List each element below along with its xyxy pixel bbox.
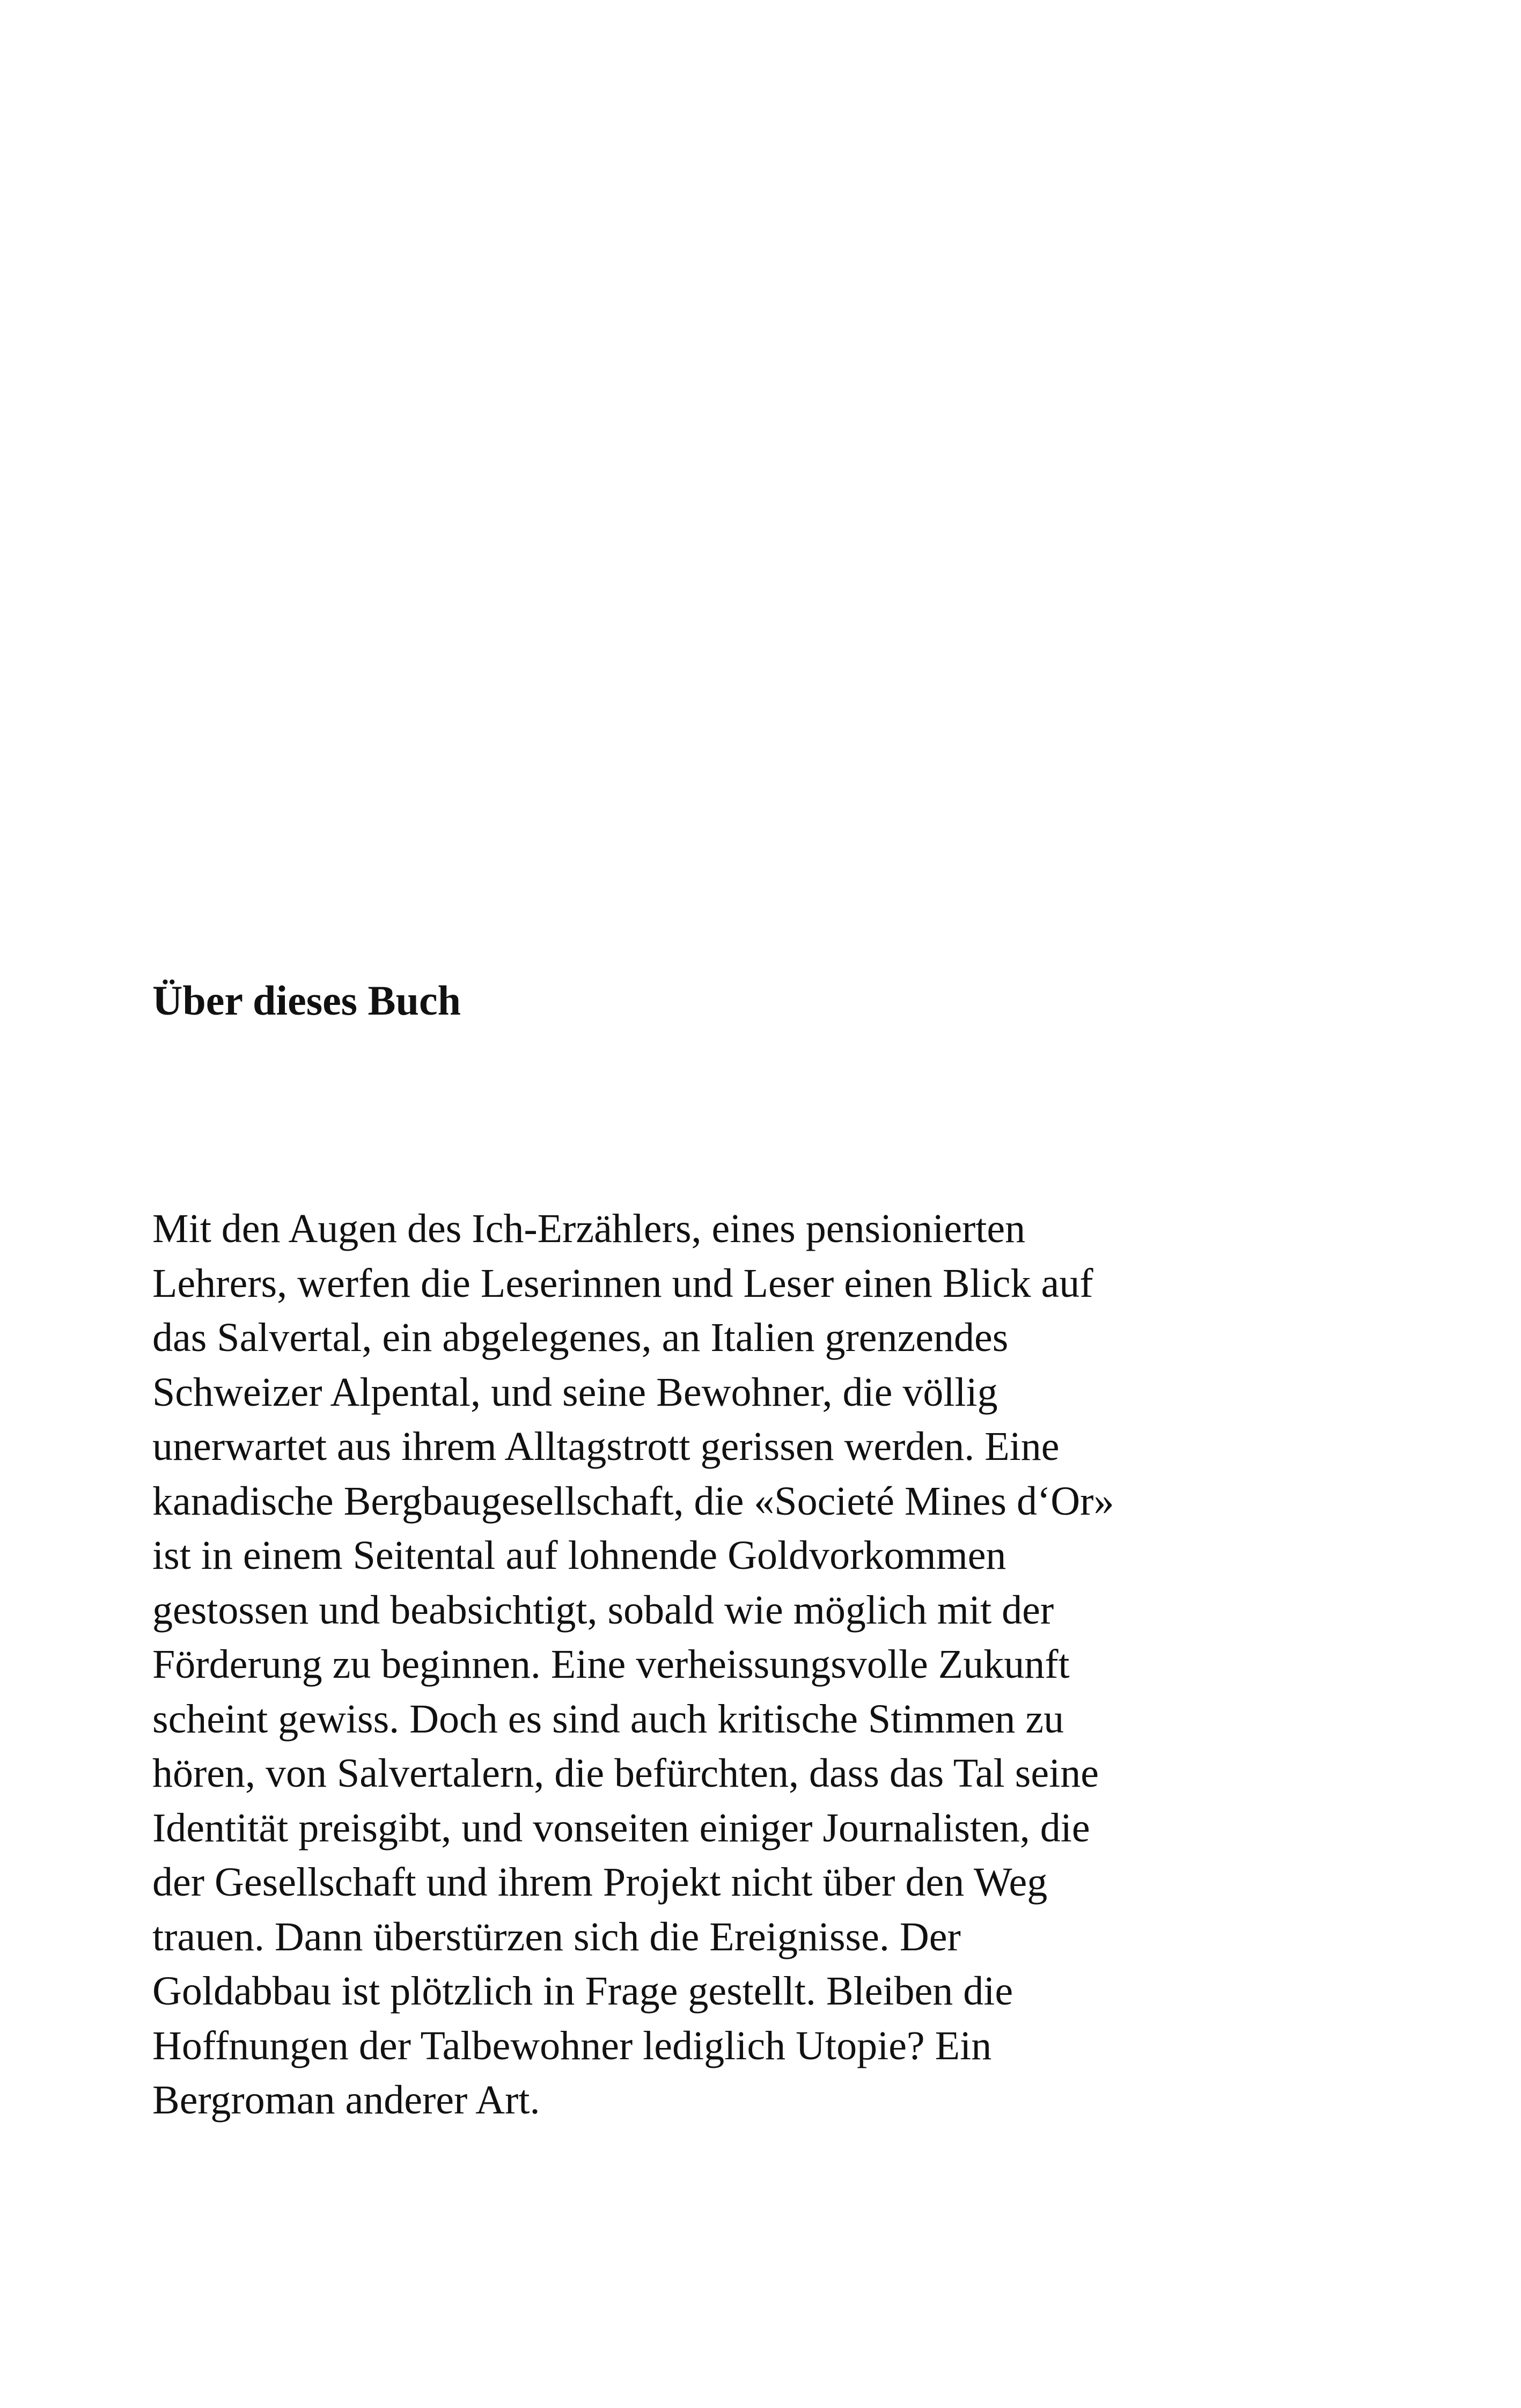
text-line: der Gesellschaft und ihrem Projekt nicht über den Weg: [152, 1860, 1048, 1905]
text-line: trauen. Dann überstürzen sich die Ereignisse. Der: [152, 1914, 961, 1959]
book-description: [152, 1202, 1300, 2128]
text-line: kanadische Bergbaugesellschaft, die «Societé Mines d‘Or»: [152, 1478, 1114, 1524]
text-line: ist in einem Seitental auf lohnende Goldvorkommen: [152, 1533, 1006, 1578]
page-title: Über dieses Buch: [152, 977, 461, 1024]
text-line: Schweizer Alpental, und seine Bewohner, die völlig: [152, 1369, 998, 1415]
text-line: hören, von Salvertalern, die befürchten, dass das Tal seine: [152, 1751, 1099, 1796]
text-line: unerwartet aus ihrem Alltagstrott gerissen werden. Eine: [152, 1424, 1060, 1469]
text-line: Hoffnungen der Talbewohner lediglich Utopie? Ein: [152, 2023, 992, 2068]
text-line: Goldabbau ist plötzlich in Frage gestellt. Bleiben die: [152, 1969, 1013, 2014]
text-line: Förderung zu beginnen. Eine verheissungsvolle Zukunft: [152, 1642, 1070, 1687]
text-line: Bergroman anderer Art.: [152, 2077, 540, 2123]
text-line: gestossen und beabsichtigt, sobald wie möglich mit der: [152, 1587, 1054, 1633]
text-line: Identität preisgibt, und vonseiten einiger Journalisten, die: [152, 1805, 1090, 1851]
text-line: Lehrers, werfen die Leserinnen und Leser einen Blick auf: [152, 1260, 1093, 1306]
text-line: das Salvertal, ein abgelegenes, an Italien grenzendes: [152, 1315, 1009, 1360]
text-line: scheint gewiss. Doch es sind auch kritische Stimmen zu: [152, 1696, 1064, 1742]
text-line: Mit den Augen des Ich-Erzählers, eines pensionierten: [152, 1206, 1026, 1251]
